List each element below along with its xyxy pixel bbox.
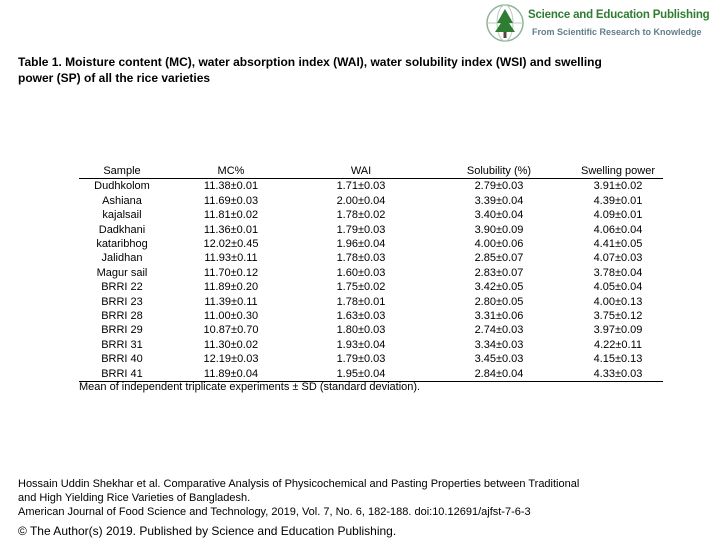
cell-mc: 11.69±0.03 [203,194,259,207]
cell-wai: 1.95±0.04 [297,367,425,382]
publisher-logo[interactable] [484,2,714,44]
cell-wai: 1.60±0.03 [336,266,386,279]
cell-swelling-power: 3.78±0.04 [593,266,643,279]
cell-wai: 2.00±0.04 [336,194,386,207]
cell-mc: 11.36±0.01 [203,223,259,236]
cell-wai: 1.78±0.03 [336,252,386,265]
cell-sample: BRRI 28 [101,310,143,323]
cell-swelling-power: 4.07±0.03 [593,252,643,265]
copyright-notice: © The Author(s) 2019. Published by Science and Education Publishing. [18,524,397,538]
table-row [79,179,663,194]
cell-sample: Dadkhani [98,223,146,236]
cell-sample: BRRI 23 [101,295,143,308]
cell-sample: BRRI 29 [101,324,143,337]
table-row [79,367,663,382]
cell-sample: Magur sail [96,266,148,279]
cell-swelling-power: 4.00±0.13 [593,295,643,308]
cell-sample: BRRI 31 [101,338,143,351]
table-caption: Table 1. Moisture content (MC), water absorption index (WAI), water solubility index (WSI) and swelling power (SP) of all the rice varieties [18,55,602,85]
table-header-row [79,164,663,179]
cell-sample: Jalidhan [101,252,143,265]
cell-solubility: 4.00±0.06 [474,238,524,251]
cell-wai: 1.79±0.03 [336,223,386,236]
cell-swelling-power: 4.41±0.05 [593,238,643,251]
cell-sample: BRRI 41 [79,367,165,382]
header-sample: Sample [79,164,165,179]
cell-swelling-power: 4.22±0.11 [593,338,643,351]
cell-solubility: 3.42±0.05 [474,281,524,294]
cell-wai: 1.75±0.02 [336,281,386,294]
cell-solubility: 3.34±0.03 [474,338,524,351]
table-row [79,223,663,237]
table-row [79,338,663,352]
cell-swelling-power: 4.15±0.13 [593,353,643,366]
header-mc: MC% [165,164,297,179]
cell-sample: kataribhog [96,238,148,251]
cell-sample: BRRI 22 [101,281,143,294]
table-row [79,251,663,265]
cell-swelling-power: 4.09±0.01 [593,209,643,222]
cell-mc: 11.39±0.11 [204,295,258,308]
table-footnote: Mean of independent triplicate experiments ± SD (standard deviation). [79,381,421,393]
citation-line: and High Yielding Rice Varieties of Bangladesh. [18,492,251,504]
header-swelling-power: Swelling power [573,164,663,179]
cell-solubility: 3.31±0.06 [474,310,524,323]
cell-swelling-power: 3.91±0.02 [593,180,643,193]
cell-wai: 1.63±0.03 [336,310,386,323]
cell-wai: 1.80±0.03 [336,324,386,337]
cell-wai: 1.93±0.04 [336,338,386,351]
publisher-name: Science and Education Publishing [528,9,710,21]
cell-mc: 10.87±0.70 [203,324,259,337]
cell-wai: 1.96±0.04 [336,238,386,251]
cell-solubility: 2.84±0.04 [425,367,573,382]
table-row [79,237,663,251]
cell-swelling-power: 4.39±0.01 [593,194,643,207]
citation [18,477,668,519]
cell-mc: 11.00±0.30 [203,310,259,323]
cell-sample: Ashiana [102,194,142,207]
header-solubility: Solubility (%) [425,164,573,179]
cell-wai: 1.78±0.01 [336,295,386,308]
table-row [79,208,663,222]
tree-globe-icon [484,2,526,44]
cell-swelling-power: 3.75±0.12 [593,310,643,323]
table-row [79,309,663,323]
table-row [79,194,663,208]
cell-solubility: 2.80±0.05 [474,295,524,308]
cell-sample: kajalsail [102,209,142,222]
cell-solubility: 2.83±0.07 [474,266,524,279]
table-row [79,323,663,337]
citation-line: American Journal of Food Science and Technology, 2019, Vol. 7, No. 6, 182-188. doi:10.12691/ajfst-7-6-3 [18,506,531,518]
cell-solubility: 3.39±0.04 [474,194,524,207]
cell-solubility: 3.45±0.03 [474,353,524,366]
cell-wai: 1.71±0.03 [336,180,386,193]
table-row [79,266,663,280]
table-body [79,179,663,382]
cell-mc: 11.89±0.20 [203,281,259,294]
cell-swelling-power: 4.05±0.04 [593,281,643,294]
cell-mc: 11.81±0.02 [203,209,259,222]
cell-sample: Dudhkolom [94,180,150,193]
cell-swelling-power: 3.97±0.09 [593,324,643,337]
cell-solubility: 2.85±0.07 [474,252,524,265]
header-wai: WAI [297,164,425,179]
cell-mc: 12.19±0.03 [203,353,259,366]
table-row [79,280,663,294]
cell-swelling-power: 4.33±0.03 [573,367,663,382]
cell-mc: 11.30±0.02 [203,338,259,351]
cell-mc: 11.70±0.12 [203,266,259,279]
cell-solubility: 3.90±0.09 [474,223,524,236]
cell-mc: 11.38±0.01 [203,180,259,193]
cell-solubility: 3.40±0.04 [474,209,524,222]
publisher-tagline: From Scientific Research to Knowledge [532,27,702,37]
cell-mc: 12.02±0.45 [203,238,259,251]
cell-mc: 11.89±0.04 [165,367,297,382]
table-row [79,352,663,366]
cell-solubility: 2.79±0.03 [474,180,524,193]
cell-wai: 1.79±0.03 [336,353,386,366]
rice-properties-table [79,164,663,382]
cell-mc: 11.93±0.11 [204,252,258,265]
cell-swelling-power: 4.06±0.04 [593,223,643,236]
cell-sample: BRRI 40 [101,353,143,366]
cell-solubility: 2.74±0.03 [474,324,524,337]
cell-wai: 1.78±0.02 [336,209,386,222]
table-row [79,295,663,309]
citation-line: Hossain Uddin Shekhar et al. Comparative Analysis of Physicochemical and Pasting Properties between Traditional [18,478,580,490]
